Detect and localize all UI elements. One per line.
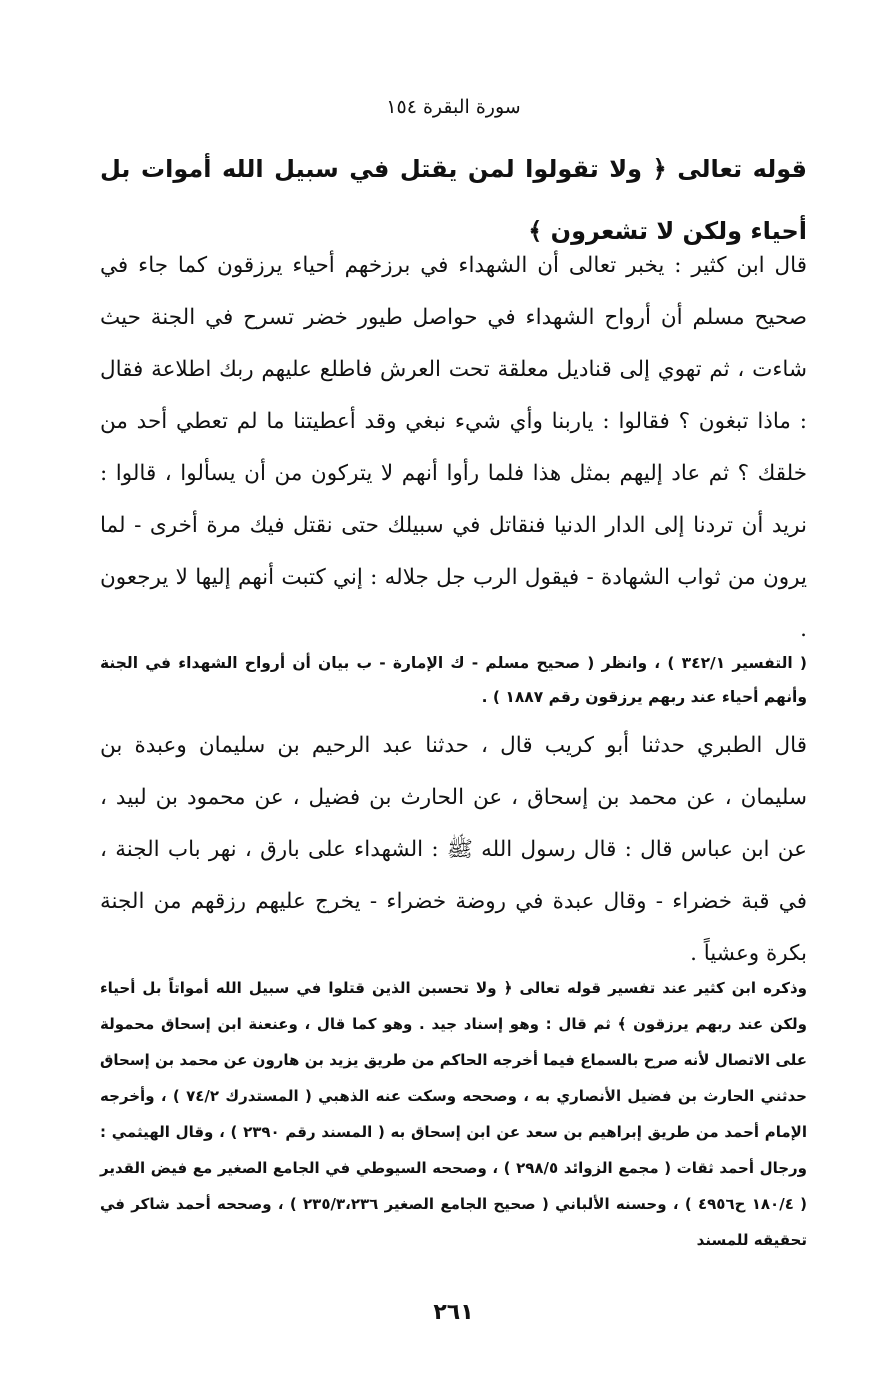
- paragraph-tabari: قال الطبري حدثنا أبو كريب قال ، حدثنا عبد الرحيم بن سليمان وعبدة بن سليمان ، عن محمد بن إسحاق ، عن الحارث بن فضيل ، عن محمود بن لبيد ، عن ابن عباس قال : قال رسول الله ﷺ : الشهداء على بارق ، نهر باب الجنة ، في قبة خضراء - وقال عبدة في روضة خضراء - يخرج عليهم رزقهم من الجنة بكرة وعشياً .: [100, 733, 807, 966]
- footnote-ibn-kathir: ( التفسير ٣٤٢/١ ) ، وانظر ( صحيح مسلم - ك الإمارة - ب بيان أن أرواح الشهداء في الجنة وأنهم أحياء عند ربهم يرزقون رقم ١٨٨٧ ) .: [100, 654, 808, 706]
- verse-heading: قوله تعالى ﴿ ولا تقولوا لمن يقتل في سبيل الله أموات بل أحياء ولكن لا تشعرون ﴾: [100, 155, 807, 245]
- page-number: ٢٦١: [433, 1300, 474, 1325]
- running-header: سورة البقرة ١٥٤: [386, 96, 521, 118]
- book-page: [100, 0, 807, 1392]
- paragraph-ibn-kathir: قال ابن كثير : يخبر تعالى أن الشهداء في برزخهم أحياء يرزقون كما جاء في صحيح مسلم أن أرواح الشهداء في حواصل طيور خضر تسرح في الجنة حيث شاءت ، ثم تهوي إلى قناديل معلقة تحت العرش فاطلع عليهم ربك اطلاعة فقال : ماذا تبغون ؟ فقالوا : ياربنا وأي شيء نبغي وقد أعطيتنا ما لم تعطي أحد من خلقك ؟ ثم عاد إليهم بمثل هذا فلما رأوا أنهم لا يتركون من أن يسألوا ، قالوا : نريد أن تردنا إلى الدار الدنيا فنقاتل في سبيلك حتى نقتل فيك مرة أخرى - لما يرون من ثواب الشهادة - فيقول الرب جل جلاله : إني كتبت أنهم إليها لا يرجعون .: [100, 253, 808, 642]
- footnote-takhrij: وذكره ابن كثير عند تفسير قوله تعالى ﴿ ولا تحسبن الذين قتلوا في سبيل الله أمواتاً بل أحياء ولكن عند ربهم يرزقون ﴾ ثم قال : وهو إسناد جيد . وهو كما قال ، وعنعنة ابن إسحاق محمولة على الاتصال لأنه صرح بالسماع فيما أخرجه الحاكم من طريق يزيد بن هارون عن محمد بن إسحاق حدثني الحارث بن فضيل الأنصاري به ، وصححه وسكت عنه الذهبي ( المستدرك ٧٤/٢ ) ، وأخرجه الإمام أحمد من طريق إبراهيم بن سعد عن ابن إسحاق به ( المسند رقم ٢٣٩٠ ) ، وقال الهيثمي : ورجال أحمد ثقات ( مجمع الزوائد ٢٩٨/٥ ) ، وصححه السيوطي في الجامع الصغير مع فيض القدير ( ١٨٠/٤ ح٤٩٥٦ ) ، وحسنه الألباني ( صحيح الجامع الصغير ٢٣٥/٣،٢٣٦ ) ، وصححه أحمد شاكر في تحقيقه للمسند: [100, 979, 808, 1249]
